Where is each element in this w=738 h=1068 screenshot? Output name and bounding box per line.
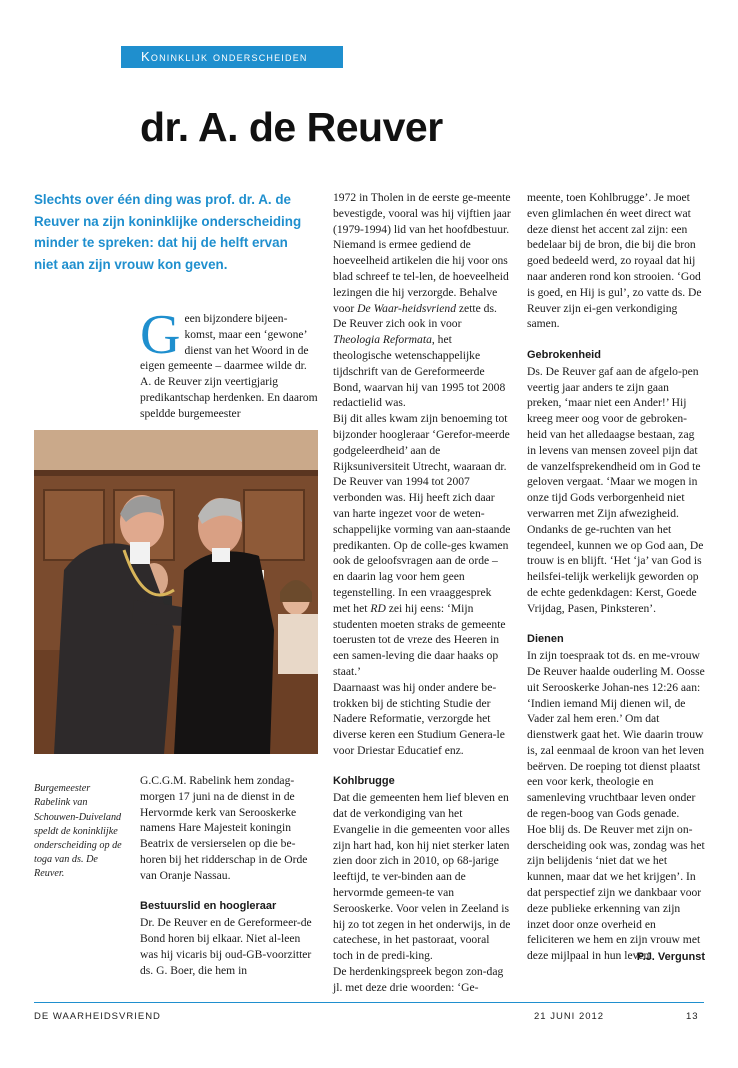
- paragraph: Bij dit alles kwam zijn benoeming tot bijzonder hoogleraar ‘Gerefor-meerde godgeleerdheid’ aan de Rijksuniversiteit Utrecht, waaraan dr. De Reuver van 1994 tot 2007 verbonden was. Hij heeft zich daar van harte ingezet voor de weten-schappelijke vorming van aan-staande predikanten. Op de colle-ges kwamen ook de geloofsvragen aan de orde – en daarin lag voor hem geen tegenstelling. In een vraaggesprek met het RD zei hij eens: ‘Mijn studenten moeten straks de gemeente toerusten tot de vreze des Heeren in een samen-leving die daar haaks op staat.’: [333, 412, 511, 678]
- paragraph: De herdenkingspreek begon zon-dag jl. met deze drie woorden: ‘Ge-: [333, 965, 504, 994]
- subheading: Gebrokenheid: [527, 348, 601, 361]
- paragraph: Hoe blij ds. De Reuver met zijn on-derscheiding ook was, zondag was het zijn belijdenis ‘niet dat we het kunnen, maar dat we het krijgen’. In dat perspectief zijn we dankbaar voor deze publieke erkenning van zijn inzet door onze overheid en feliciteren we hem en zijn vrouw met deze mijlpaal in hun leven.: [527, 822, 705, 963]
- paragraph: Daarnaast was hij onder andere be-trokken bij de stichting Studie der Nadere Reformatie, verzorgde het diverse keren een Studium Genera-le voor Driestar Educatief enz.: [333, 680, 505, 757]
- paragraph: G.C.G.M. Rabelink hem zondag-morgen 17 juni na de dienst in de Hervormde kerk van Serooskerke namens Hare Majesteit koningin Beatrix de versierselen op die be-horen bij het ridderschap in de Orde van Oranje Nassau.: [140, 774, 308, 882]
- subheading: Dienen: [527, 633, 564, 646]
- footer-divider: [34, 1002, 704, 1003]
- column-1-top: [140, 304, 318, 422]
- photo-illustration: [34, 430, 318, 754]
- magazine-name: De Waar-heidsvriend: [357, 301, 456, 315]
- paragraph: een bijzondere bijeen-komst, maar een ‘gewone’ dienst van het Woord in de eigen gemeente – daarmee wilde dr. A. de Reuver zijn veertigjarig predikantschap herdenken. En daarom speldde burgemeester: [140, 312, 318, 420]
- paragraph: meente, toen Kohlbrugge’. Je moet even glimlachen én weet direct wat deze dienst het accent zal zijn: een bedelaar bij de bron, die bij die bron goed bedeeld werd, zo royaal dat hij naar anderen rond kon strooien. ‘God is goed, en Hij is gul’, zo vatte ds. De Reuver zijn ei-gen verkondiging samen.: [527, 191, 702, 331]
- author-name: P.J. Vergunst: [636, 951, 705, 963]
- article-title: dr. A. de Reuver: [140, 104, 443, 150]
- paragraph: Dr. De Reuver en de Gereformeer-de Bond horen bij elkaar. Niet al-leen was hij vicaris bij oud-GB-voorzitter ds. G. Boer, die hem in: [140, 916, 312, 977]
- subheading: Bestuurslid en hoogleraar: [140, 900, 277, 913]
- newspaper-name: RD: [370, 601, 386, 615]
- paragraph: Ds. De Reuver gaf aan de afgelo-pen veertig jaar anders te zijn gaan preken, ‘maar niet een Ander!’ Hij kreeg meer oog voor de gebroken-heid van het alledaagse bestaan, zag in levens van mensen zoveel pijn dat de vanzelfsprekendheid om in God te geloven vergaat. ‘Maar we mogen in onze tijd Gods verborgenheid niet verwarren met Zijn afwezigheid. Ondanks de ge-ruchten van het tegendeel, kunnen we op God aan, De trouw is en blijft. ‘Het ‘ja’ van God is heilsfei-telijk werkelijk geworden op de echte gedenkdagen: Kerst, Goede Vrijdag, Pasen, Pinksteren’.: [527, 364, 704, 615]
- paragraph: Dat die gemeenten hem lief bleven en dat de verkondiging van het Evangelie in die gemeenten voor alles zijn hart had, kon hij niet sterker laten zien door zich in 2010, op 68-jarige leeftijd, te ver-binden aan de hervormde gemeen-te van Serooskerke. Voor velen in Zeeland is hij zo tot zegen in het onderwijs, in de catechese, in het pastoraat, vooral toch in de predi-king.: [333, 791, 511, 963]
- column-3: [527, 190, 705, 964]
- photo-caption: Burgemeester Rabelink van Schouwen-Duiveland speldt de koninklijke onderscheiding op de toga van ds. De Reuver.: [34, 783, 122, 880]
- column-2: [333, 190, 511, 996]
- paragraph: In zijn toespraak tot ds. en me-vrouw De Reuver haalde ouderling M. Oosse uit Serooskerke Johan-nes 12:26 aan: ‘Indien iemand Mij dienen wil, de Vader zal hem eren.’ Om dat dienstwerk gaat het. Wie daarin trouw is, zal eenmaal de kroon van het leven beërven. De roeping tot dienst plaatst een voor kerk, theologie en samenleving vruchtbaar leven onder de regen-boog van Gods genade.: [527, 649, 705, 821]
- footer-date: 21 JUNI 2012: [534, 1011, 605, 1022]
- column-1-bottom: [140, 773, 318, 978]
- subheading: Kohlbrugge: [333, 775, 395, 788]
- footer-magazine: DE WAARHEIDSVRIEND: [34, 1011, 161, 1022]
- journal-name: Theologia Reformata: [333, 333, 432, 347]
- intro-lead: Slechts over één ding was prof. dr. A. de Reuver na zijn koninklijke onderscheiding minder te spreken: dat hij de helft ervan niet aan zijn vrouw kon geven.: [34, 192, 302, 272]
- page-number: 13: [686, 1011, 699, 1022]
- paragraph: 1972 in Tholen in de eerste ge-meente bevestigde, vooral was hij vijftien jaar (1979-1994) lid van het hoofdbestuur. Niemand is ermee gediend de hoeveelheid artikelen die hij voor ons blad schreef te tel-len, de hoeveelheid lezingen die hij verzorgde. Behalve voor De Waar-heidsvriend zette ds. De Reuver zich ook in voor Theologia Reformata, het theologische wetenschappelijke tijdschrift van de Gereformeerde Bond, waarvan hij van 1995 tot 2008 redactielid was.: [333, 191, 511, 410]
- article-photo: [34, 430, 318, 754]
- section-tag: Koninklijk onderscheiden: [121, 46, 343, 68]
- dropcap-letter: G: [140, 304, 181, 366]
